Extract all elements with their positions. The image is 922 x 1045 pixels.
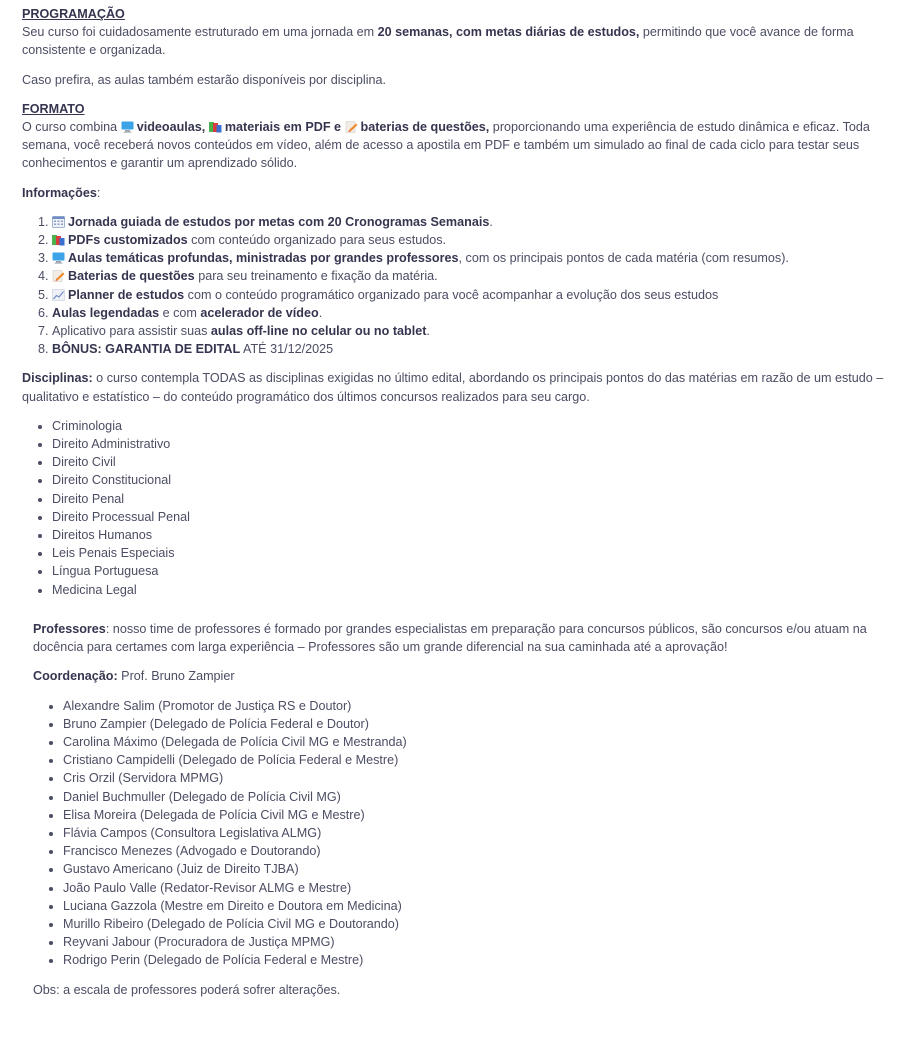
item-text: com o conteúdo programático organizado para você acompanhar a evolução dos seus estudos xyxy=(184,287,719,302)
list-item: • Direito Constitucional xyxy=(52,471,900,489)
list-item: • Carolina Máximo (Delegada de Polícia Civil MG e Mestranda) xyxy=(63,733,900,751)
list-item: • Francisco Menezes (Advogado e Doutorando) xyxy=(63,842,900,860)
list-item: • Direito Civil xyxy=(52,453,900,471)
list-item: • Luciana Gazzola (Mestre em Direito e Doutora em Medicina) xyxy=(63,897,900,915)
item-bold: Baterias de questões xyxy=(68,269,195,284)
memo-icon xyxy=(52,269,65,281)
list-item: • João Paulo Valle (Redator-Revisor ALMG e Mestre) xyxy=(63,879,900,897)
item-bold: PDFs customizados xyxy=(68,233,188,248)
item-bold: Aulas temáticas profundas, ministradas por grandes professores xyxy=(68,251,459,266)
list-item: • Gustavo Americano (Juiz de Direito TJBA) xyxy=(63,860,900,878)
list-item: • Flávia Campos (Consultora Legislativa ALMG) xyxy=(63,824,900,842)
list-item xyxy=(52,213,900,231)
item-text: para seu treinamento e fixação da matéria. xyxy=(194,269,438,284)
item-text: . xyxy=(426,324,430,339)
item-bold: aulas off-line no celular ou no tablet xyxy=(210,324,427,339)
item-bold: Aulas legendadas xyxy=(52,305,160,320)
informacoes-list xyxy=(22,213,900,359)
calendar-icon xyxy=(52,215,65,227)
item-text: com conteúdo organizado para seus estudos. xyxy=(187,233,447,248)
programacao-text-end: permitindo que você avance de forma consistente e organizada. xyxy=(22,25,854,58)
list-item xyxy=(52,340,900,358)
item-text: e com xyxy=(159,305,201,320)
list-item xyxy=(52,304,900,322)
list-item: • Direitos Humanos xyxy=(52,526,900,544)
list-item: • Rodrigo Perin (Delegado de Polícia Federal e Mestre) xyxy=(63,951,900,969)
formato-heading: FORMATO xyxy=(22,101,85,116)
list-item: • Língua Portuguesa xyxy=(52,562,900,580)
item-bold: Planner de estudos xyxy=(68,287,185,302)
disciplinas-label: Disciplinas: xyxy=(22,371,93,386)
formato-pdf: materiais em PDF e xyxy=(224,120,342,135)
list-item: • Murillo Ribeiro (Delegado de Polícia Civil MG e Doutorando) xyxy=(63,915,900,933)
professores-label: Professores xyxy=(33,621,106,636)
list-item: • Direito Penal xyxy=(52,490,900,508)
professores-list xyxy=(22,697,900,970)
programacao-bold: 20 semanas, com metas diárias de estudos, xyxy=(377,25,640,40)
informacoes-title: Informações xyxy=(22,185,97,200)
obs-note: Obs: a escala de professores poderá sofrer alterações. xyxy=(33,982,341,997)
formato-text-end: proporcionando uma experiência de estudo dinâmica e eficaz. Toda semana, você receberá novos conteúdos em vídeo, além de acesso a apostila em PDF e também um simulado ao final de cada ciclo para testar seus conhecimentos e garantir um aprendizado sólido. xyxy=(22,120,870,171)
programacao-heading: PROGRAMAÇÃO xyxy=(22,7,125,21)
item-text: Aplicativo para assistir suas xyxy=(52,324,211,339)
disciplinas-text: o curso contempla TODAS as disciplinas exigidas no último edital, abordando os principais pontos do das matérias em razão de um estudo – qualitativo e estatístico – do conteúdo programático dos últimos concursos realizados para seu cargo. xyxy=(22,371,884,404)
disciplinas-list xyxy=(22,417,900,599)
books-icon xyxy=(209,120,222,132)
item-text: ATÉ 31/12/2025 xyxy=(240,342,334,357)
computer-icon xyxy=(121,120,134,132)
coordenacao-value: Prof. Bruno Zampier xyxy=(117,669,235,684)
coordenacao xyxy=(33,667,900,685)
formato-paragraph xyxy=(22,118,900,173)
professores-text: : nosso time de professores é formado por grandes especialistas em preparação para concursos públicos, são concursos e/ou atuam na docência para certames com larga experiência – Professores são um grande diferencial na sua caminhada até a aprovação! xyxy=(33,621,867,655)
formato-videoaulas: videoaulas, xyxy=(136,120,206,135)
list-item: • Reyvani Jabour (Procuradora de Justiça MPMG) xyxy=(63,933,900,951)
list-item: • Bruno Zampier (Delegado de Polícia Federal e Doutor) xyxy=(63,715,900,733)
list-item: • Direito Administrativo xyxy=(52,435,900,453)
list-item: • Daniel Buchmuller (Delegado de Polícia Civil MG) xyxy=(63,788,900,806)
list-item xyxy=(52,267,900,285)
list-item xyxy=(52,322,900,340)
programacao-paragraph xyxy=(22,23,900,59)
list-item xyxy=(52,286,900,304)
list-item: • Cristiano Campidelli (Delegado de Polícia Federal e Mestre) xyxy=(63,751,900,769)
informacoes-colon: : xyxy=(96,185,101,200)
professores-section xyxy=(22,620,900,697)
disciplinas-paragraph xyxy=(22,369,900,405)
item-text: , com os principais pontos de cada matéria (com resumos). xyxy=(458,251,789,266)
list-item: • Elisa Moreira (Delegada de Polícia Civil MG e Mestre) xyxy=(63,806,900,824)
item-bold: acelerador de vídeo xyxy=(200,305,319,320)
professores-paragraph xyxy=(33,620,900,656)
list-item: • Direito Processual Penal xyxy=(52,508,900,526)
formato-questoes: baterias de questões, xyxy=(360,120,490,135)
item-bold: Jornada guiada de estudos por metas com 20 Cronogramas Semanais xyxy=(68,214,490,229)
coordenacao-label: Coordenação: xyxy=(33,669,118,684)
list-item: • Alexandre Salim (Promotor de Justiça RS e Doutor) xyxy=(63,697,900,715)
list-item: • Medicina Legal xyxy=(52,581,900,599)
programacao-text: Seu curso foi cuidadosamente estruturado em uma jornada em xyxy=(22,25,378,40)
list-item: • Cris Orzil (Servidora MPMG) xyxy=(63,769,900,787)
list-item xyxy=(52,249,900,267)
item-bold: BÔNUS: GARANTIA DE EDITAL xyxy=(52,342,241,357)
computer-icon xyxy=(52,251,65,263)
list-item: • Criminologia xyxy=(52,417,900,435)
chart-increasing-icon xyxy=(52,288,65,300)
list-item xyxy=(52,231,900,249)
programacao-disciplina-note: Caso prefira, as aulas também estarão disponíveis por disciplina. xyxy=(22,72,387,87)
list-item: • Leis Penais Especiais xyxy=(52,544,900,562)
formato-text: O curso combina xyxy=(22,120,121,135)
informacoes-label xyxy=(22,184,900,202)
books-icon xyxy=(52,233,65,245)
item-text: . xyxy=(318,305,323,320)
memo-icon xyxy=(345,120,358,132)
item-text: . xyxy=(489,214,493,229)
